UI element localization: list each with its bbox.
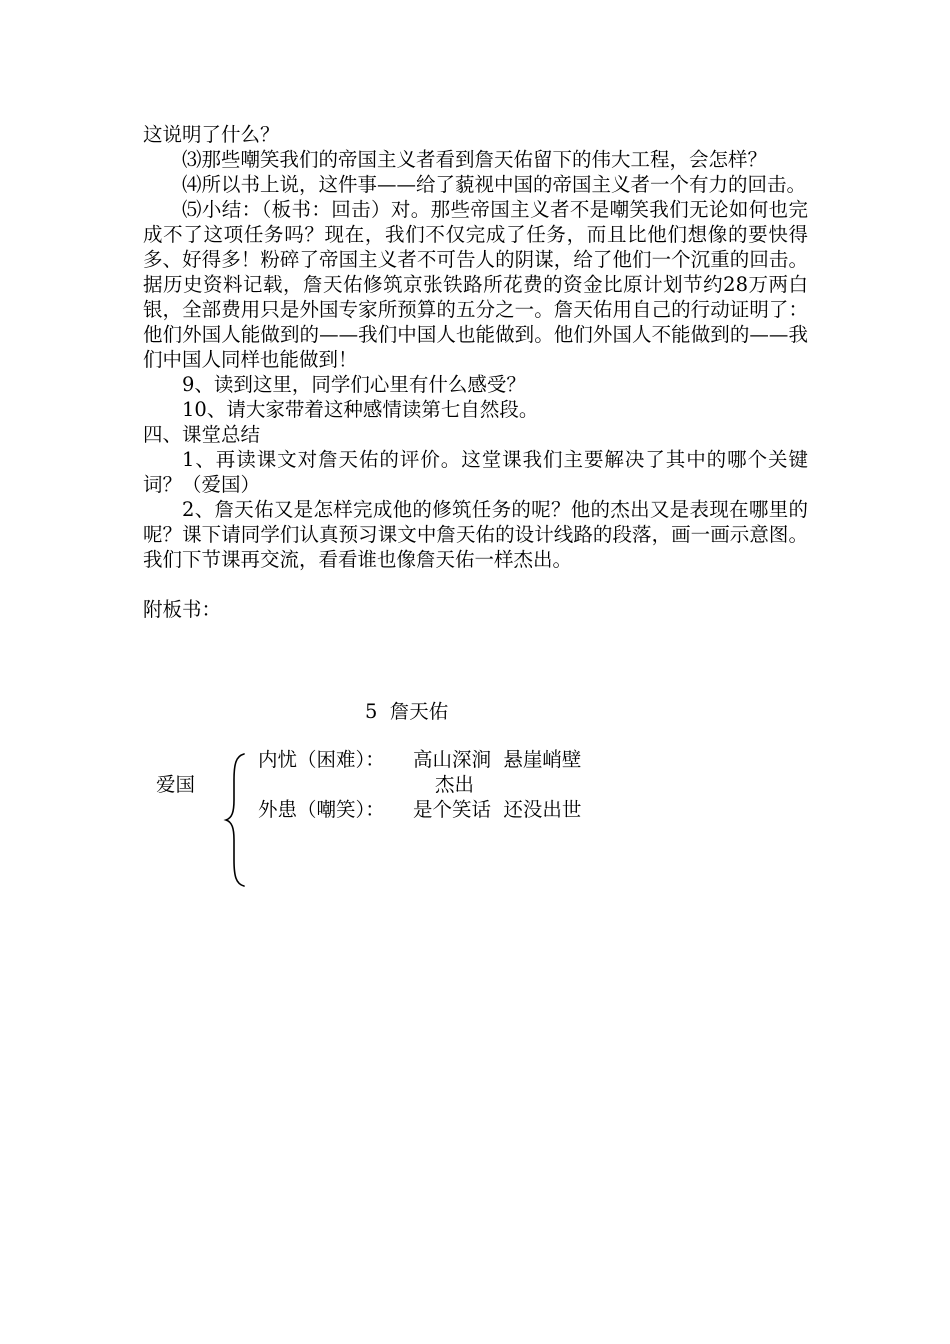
- paragraph-3: ⑷所以书上说，这件事——给了藐视中国的帝国主义者一个有力的回击。: [182, 173, 807, 196]
- document-body: [143, 122, 808, 622]
- board-root: 爱国: [156, 773, 196, 796]
- board-line2-items: 是个笑话 还没出世: [413, 798, 582, 821]
- board-middle: 杰出: [435, 773, 475, 796]
- board-line2-head: 外患（嘲笑）：: [258, 798, 385, 821]
- paragraph-6: 10、请大家带着这种感情读第七自然段。: [182, 398, 539, 421]
- board-label: 附板书：: [143, 598, 222, 621]
- board-title: 5 詹天佑: [365, 700, 449, 723]
- paragraph-4: ⑸小结：（板书：回击）对。那些帝国主义者不是嘲笑我们无论如何也完成不了这项任务吗？现在，我们不仅完成了任务，而且比他们想像的要快得多、好得多！粉碎了帝国主义者不可告人的阴谋，给了他们一个沉重的回击。据历史资料记载，詹天佑修筑京张铁路所花费的资金比原计划节约28万两白银，全部费用只是外国专家所预算的五分之一。詹天佑用自己的行动证明了：他们外国人能做到的——我们中国人也能做到。他们外国人不能做到的——我们中国人同样也能做到！: [143, 198, 808, 371]
- board-line1-head: 内忧（困难）：: [258, 748, 385, 771]
- spacer: [143, 572, 808, 597]
- section-heading: 四、课堂总结: [143, 423, 261, 446]
- paragraph-5: 9、读到这里，同学们心里有什么感受？: [182, 373, 526, 396]
- paragraph-8: 2、詹天佑又是怎样完成他的修筑任务的呢？他的杰出又是表现在哪里的呢？课下请同学们认真预习课文中詹天佑的设计线路的段落，画一画示意图。我们下节课再交流，看看谁也像詹天佑一样杰出。: [143, 498, 808, 571]
- board-line1-items: 高山深涧 悬崖峭壁: [413, 748, 582, 771]
- paragraph-2: ⑶那些嘲笑我们的帝国主义者看到詹天佑留下的伟大工程，会怎样？: [182, 148, 768, 171]
- brace-icon: [222, 752, 252, 888]
- paragraph-7: 1、再读课文对詹天佑的评价。这堂课我们主要解决了其中的哪个关键词？（爱国）: [143, 448, 808, 496]
- paragraph-1: 这说明了什么？: [143, 123, 280, 146]
